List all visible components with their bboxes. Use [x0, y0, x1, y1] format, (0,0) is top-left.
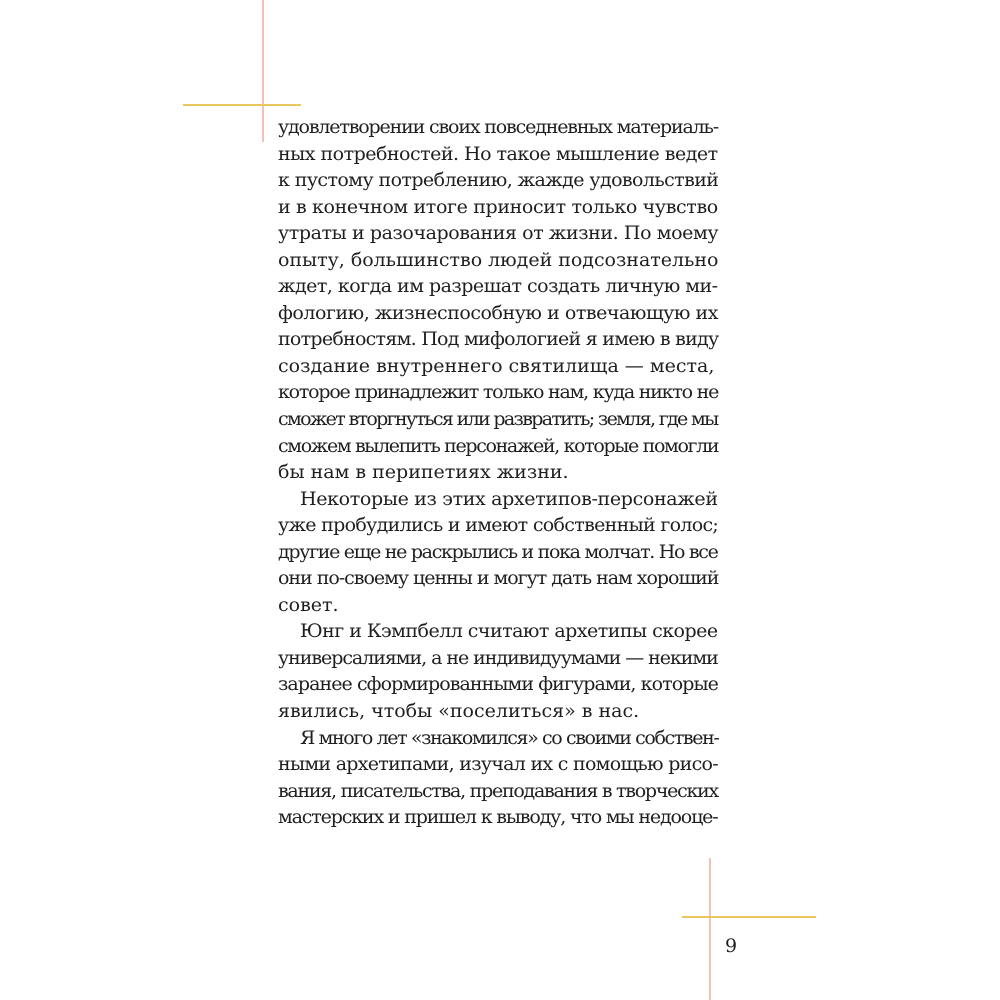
- paragraph-first-line: Некоторые из этих архетипов-персонажей: [300, 487, 718, 510]
- text-line: потребностям. Под мифологией я имею в виду: [278, 328, 719, 351]
- text-line: уже пробудились и имеют собственный голос;: [278, 514, 719, 537]
- paragraph-first-line: Я много лет «знакомился» со своими собствен-: [300, 726, 719, 749]
- text-line: опыту, большинство людей подсознательно: [278, 248, 719, 271]
- crop-mark-top-horizontal: [183, 104, 301, 106]
- paragraph-first-line: Юнг и Кэмпбелл считают архетипы скорее: [300, 620, 718, 643]
- text-line: универсалиями, а не индивидуумами — некими: [278, 646, 718, 669]
- text-line: к пустому потреблению, жажде удовольствий: [278, 169, 719, 192]
- body-text: [278, 114, 718, 831]
- text-line: мастерских и пришел к выводу, что мы недооце-: [278, 806, 718, 829]
- text-line: они по-своему ценны и могут дать нам хороший: [278, 567, 719, 590]
- text-line: явились, чтобы «поселиться» в нас.: [278, 700, 640, 723]
- text-line: заранее сформированными фигурами, которые: [278, 673, 718, 696]
- page-number: 9: [725, 935, 738, 957]
- text-line: которое принадлежит только нам, куда никто не: [278, 381, 719, 404]
- text-line: вания, писательства, преподавания в творческих: [278, 779, 718, 802]
- text-line: другие еще не раскрылись и пока молчат. Но все: [278, 540, 718, 563]
- text-line: утраты и разочарования от жизни. По моему: [278, 222, 719, 245]
- text-line: ными архетипами, изучал их с помощью рисо-: [278, 753, 718, 776]
- crop-mark-bottom-horizontal: [682, 916, 816, 918]
- text-line: ных потребностей. Но такое мышление ведет: [278, 142, 718, 165]
- text-line: сможем вылепить персонажей, которые помогли: [278, 434, 719, 457]
- text-line: создание внутреннего святилища — места,: [278, 354, 715, 377]
- text-line: фологию, жизнеспособную и отвечающую их: [278, 301, 718, 324]
- text-line: удовлетворении своих повседневных материаль-: [278, 116, 718, 138]
- crop-mark-bottom-vertical: [709, 858, 711, 1000]
- text-line: и в конечном итоге приносит только чувство: [278, 195, 718, 218]
- text-line: совет.: [278, 593, 339, 616]
- text-line: ждет, когда им разрешат создать личную ми-: [278, 275, 718, 298]
- crop-mark-top-vertical: [262, 0, 264, 142]
- text-line: сможет вторгнуться или развратить; земля, где мы: [278, 408, 718, 431]
- text-line: бы нам в перипетиях жизни.: [278, 461, 569, 484]
